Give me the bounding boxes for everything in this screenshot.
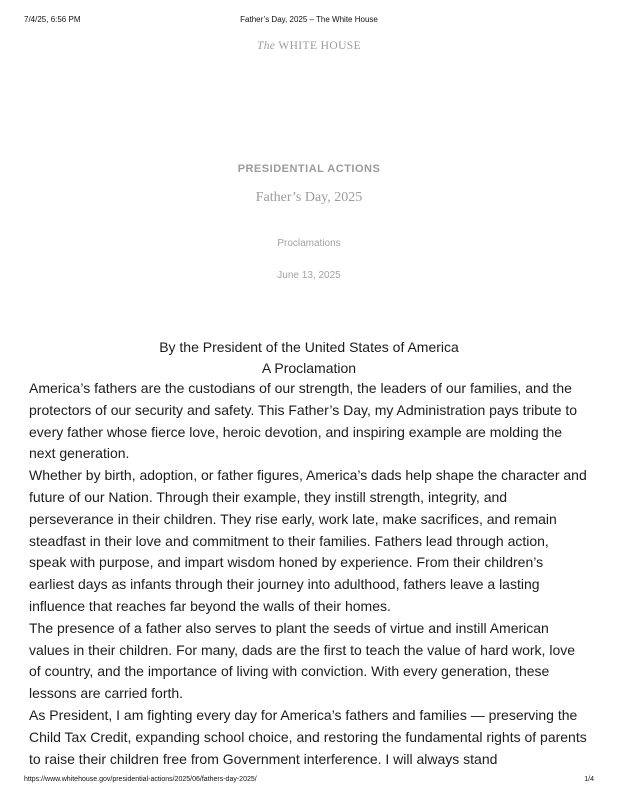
site-logo-the: The (257, 40, 276, 52)
category-link[interactable]: Proclamations (277, 238, 341, 249)
body-paragraph: The presence of a father also serves to plant the seeds of virtue and instill American values in their children. For many, dads are the first to teach the value of hard work, love of country, and the importance of living with conviction. With every generation, these lessons are carried forth. (29, 619, 576, 702)
print-timestamp: 7/4/25, 6:56 PM (24, 15, 81, 24)
proclamation-label: A Proclamation (261, 360, 357, 376)
page-title: Father’s Day, 2025 (255, 190, 363, 205)
proclamation-body (29, 378, 590, 770)
site-logo[interactable] (0, 40, 618, 52)
body-paragraph: As President, I am fighting every day for America’s fathers and families — preserving the Child Tax Credit, expanding school choice, and restoring the fundamental rights of parents to raise their children free from Government interference. I will always stand (29, 706, 587, 767)
body-paragraph: Whether by birth, adoption, or father figures, America’s dads help shape the character and future of our Nation. Through their example, they instill strength, integrity, and perseverance in their children. They rise early, work late, make sacrifices, and remain steadfast in their love and commitment to their families. Fathers lead through action, speak with purpose, and impart wisdom honed by experience. From their children’s earliest days as infants through their journey into adulthood, fathers leave a lasting influence that reaches far beyond the walls of their homes. (29, 467, 587, 614)
proclamation-header (0, 337, 618, 379)
print-footer (24, 776, 594, 788)
print-url: https://www.whitehouse.gov/presidential-actions/2025/06/fathers-day-2025/ (24, 776, 257, 783)
print-page-title: Father’s Day, 2025 – The White House (240, 15, 378, 24)
body-paragraph: America’s fathers are the custodians of our strength, the leaders of our families, and the protectors of our security and safety. This Father’s Day, my Administration pays tribute to every father whose fierce love, heroic devotion, and inspiring example are molding the next generation. (29, 380, 578, 462)
site-logo-name: WHITE HOUSE (278, 40, 361, 52)
publish-date: June 13, 2025 (277, 270, 341, 281)
print-header (24, 15, 594, 27)
section-label[interactable]: PRESIDENTIAL ACTIONS (237, 163, 381, 175)
print-page-number: 1/4 (584, 776, 594, 783)
proclamation-authority: By the President of the United States of America (159, 339, 459, 355)
